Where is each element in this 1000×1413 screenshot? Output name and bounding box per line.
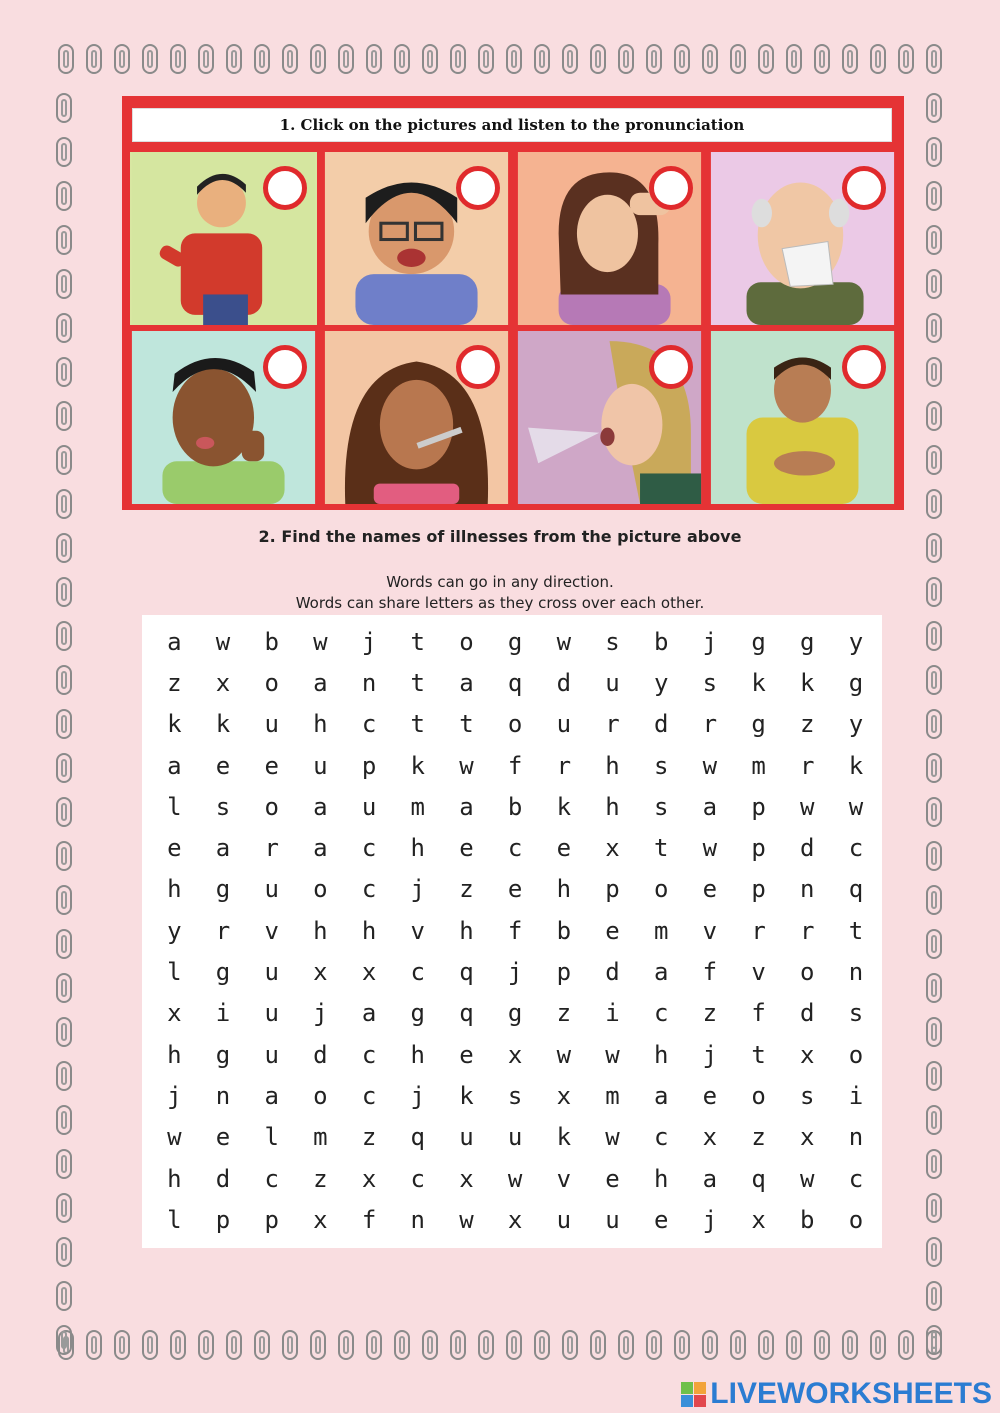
letter-cell[interactable]: c <box>410 958 425 987</box>
letter-cell[interactable]: g <box>215 958 231 987</box>
letter-cell[interactable]: z <box>702 999 718 1028</box>
letter-cell[interactable]: t <box>848 916 864 945</box>
letter-cell[interactable]: c <box>653 999 669 1028</box>
letter-cell[interactable]: e <box>702 875 718 904</box>
letter-cell[interactable]: x <box>702 1123 718 1152</box>
letter-cell[interactable]: w <box>167 1123 182 1152</box>
letter-cell[interactable]: c <box>361 710 377 739</box>
letter-cell[interactable]: w <box>215 627 231 656</box>
letter-cell[interactable]: b <box>507 792 523 821</box>
letter-cell[interactable]: j <box>702 1205 718 1234</box>
letter-cell[interactable]: x <box>167 999 182 1028</box>
letter-cell[interactable]: o <box>653 875 669 904</box>
letter-cell[interactable]: c <box>361 1040 377 1069</box>
letter-cell[interactable]: x <box>361 1164 377 1193</box>
letter-cell[interactable]: p <box>361 751 377 780</box>
letter-cell[interactable]: u <box>264 999 279 1028</box>
letter-cell[interactable]: w <box>848 792 864 821</box>
letter-cell[interactable]: h <box>167 1040 182 1069</box>
letter-cell[interactable]: w <box>702 834 718 863</box>
letter-cell[interactable]: x <box>361 958 377 987</box>
audio-button[interactable] <box>456 345 500 389</box>
letter-cell[interactable]: p <box>751 792 766 821</box>
letter-cell[interactable]: u <box>361 792 377 821</box>
letter-cell[interactable]: e <box>605 1164 620 1193</box>
letter-cell[interactable]: j <box>361 627 377 656</box>
letter-cell[interactable]: b <box>556 916 572 945</box>
letter-cell[interactable]: w <box>507 1164 523 1193</box>
letter-cell[interactable]: u <box>556 710 572 739</box>
word-search-grid <box>150 621 880 1240</box>
letter-cell[interactable]: z <box>556 999 572 1028</box>
letter-cell[interactable]: q <box>459 958 474 987</box>
exercise2-heading: 2. Find the names of illnesses from the picture above <box>258 527 742 546</box>
letter-cell[interactable]: h <box>556 875 572 904</box>
letter-cell[interactable]: b <box>264 627 279 656</box>
illness-pictures-grid <box>130 152 896 504</box>
letter-cell[interactable]: o <box>848 1040 864 1069</box>
letter-cell[interactable]: e <box>605 916 620 945</box>
letter-cell[interactable]: r <box>702 710 718 739</box>
letter-cell[interactable]: c <box>361 875 377 904</box>
letter-cell[interactable]: j <box>702 1040 718 1069</box>
audio-button[interactable] <box>263 345 307 389</box>
letter-cell[interactable]: x <box>751 1205 766 1234</box>
letter-cell[interactable]: c <box>361 834 377 863</box>
letter-cell[interactable]: g <box>751 710 766 739</box>
letter-cell[interactable]: i <box>215 999 231 1028</box>
letter-cell[interactable]: e <box>556 834 572 863</box>
letter-cell[interactable]: z <box>800 710 815 739</box>
letter-cell[interactable]: x <box>800 1123 815 1152</box>
audio-button[interactable] <box>842 166 886 210</box>
letter-cell[interactable]: g <box>800 627 815 656</box>
letter-cell[interactable]: z <box>459 875 474 904</box>
audio-button[interactable] <box>842 345 886 389</box>
letter-cell[interactable]: f <box>507 916 523 945</box>
letter-cell[interactable]: p <box>215 1205 231 1234</box>
note-direction: Words can go in any direction. <box>386 573 614 591</box>
letter-cell[interactable]: q <box>751 1164 766 1193</box>
letter-cell[interactable]: w <box>800 792 815 821</box>
letter-cell[interactable]: k <box>800 668 815 697</box>
note-share-letters: Words can share letters as they cross over each other. <box>295 594 705 612</box>
letter-cell[interactable]: s <box>507 1081 523 1110</box>
letter-cell[interactable]: g <box>215 1040 231 1069</box>
picture-backache[interactable] <box>130 152 317 325</box>
letter-cell[interactable]: o <box>313 875 328 904</box>
letter-cell[interactable]: r <box>215 916 231 945</box>
letter-cell[interactable]: d <box>800 999 815 1028</box>
picture-cough[interactable] <box>516 331 703 504</box>
letter-cell[interactable]: o <box>313 1081 328 1110</box>
letter-cell[interactable]: u <box>264 710 279 739</box>
letter-cell[interactable]: g <box>507 627 523 656</box>
letter-cell[interactable]: j <box>410 875 425 904</box>
letter-cell[interactable]: w <box>702 751 718 780</box>
audio-button[interactable] <box>649 345 693 389</box>
letter-cell[interactable]: p <box>751 875 766 904</box>
letter-cell[interactable]: w <box>459 1205 474 1234</box>
letter-cell[interactable]: w <box>605 1040 620 1069</box>
letter-cell[interactable]: x <box>605 834 620 863</box>
letter-cell[interactable]: o <box>751 1081 766 1110</box>
letter-cell[interactable]: h <box>167 1164 182 1193</box>
letter-cell[interactable]: a <box>459 792 474 821</box>
letter-cell[interactable]: z <box>167 668 182 697</box>
letter-cell[interactable]: e <box>459 834 474 863</box>
letter-cell[interactable]: u <box>507 1123 523 1152</box>
letter-cell[interactable]: z <box>313 1164 328 1193</box>
letter-cell[interactable]: v <box>702 916 718 945</box>
word-search-board <box>142 615 882 1248</box>
letter-cell[interactable]: u <box>313 751 328 780</box>
letter-cell[interactable]: c <box>507 834 523 863</box>
letter-cell[interactable]: c <box>264 1164 279 1193</box>
letter-cell[interactable]: h <box>605 792 620 821</box>
letter-cell[interactable]: o <box>459 627 474 656</box>
letter-cell[interactable]: h <box>410 834 425 863</box>
letter-cell[interactable]: t <box>751 1040 766 1069</box>
letter-cell[interactable]: f <box>361 1205 377 1234</box>
letter-cell[interactable]: q <box>507 668 523 697</box>
letter-cell[interactable]: y <box>848 627 864 656</box>
left-clip-border <box>56 86 72 1362</box>
letter-cell[interactable]: d <box>800 834 815 863</box>
letter-cell[interactable]: q <box>410 1123 425 1152</box>
letter-cell[interactable]: z <box>361 1123 377 1152</box>
letter-cell[interactable]: d <box>605 958 620 987</box>
letter-cell[interactable]: o <box>848 1205 864 1234</box>
letter-cell[interactable]: h <box>361 916 377 945</box>
letter-cell[interactable]: y <box>848 710 864 739</box>
letter-cell[interactable]: k <box>215 710 231 739</box>
letter-cell[interactable]: q <box>459 999 474 1028</box>
letter-cell[interactable]: k <box>556 792 572 821</box>
letter-cell[interactable]: x <box>556 1081 572 1110</box>
letter-cell[interactable]: i <box>605 999 620 1028</box>
letter-cell[interactable]: c <box>848 1164 864 1193</box>
letter-cell[interactable]: g <box>751 627 766 656</box>
letter-cell[interactable]: r <box>605 710 620 739</box>
letter-cell[interactable]: l <box>264 1123 279 1152</box>
letter-cell[interactable]: h <box>167 875 182 904</box>
letter-cell[interactable]: j <box>507 958 523 987</box>
letter-cell[interactable]: h <box>410 1040 425 1069</box>
letter-cell[interactable]: u <box>264 875 279 904</box>
letter-cell[interactable]: m <box>313 1123 328 1152</box>
letter-cell[interactable]: f <box>702 958 718 987</box>
letter-cell[interactable]: c <box>653 1123 669 1152</box>
letter-cell[interactable]: h <box>653 1164 669 1193</box>
audio-button[interactable] <box>649 166 693 210</box>
letter-cell[interactable]: k <box>459 1081 474 1110</box>
letter-cell[interactable]: s <box>848 999 864 1028</box>
letter-cell[interactable]: n <box>800 875 815 904</box>
letter-cell[interactable]: j <box>313 999 328 1028</box>
letter-cell[interactable]: a <box>313 834 328 863</box>
letter-cell[interactable]: z <box>751 1123 766 1152</box>
letter-cell[interactable]: f <box>751 999 766 1028</box>
letter-cell[interactable]: w <box>556 1040 572 1069</box>
letter-cell[interactable]: g <box>410 999 425 1028</box>
letter-cell[interactable]: x <box>313 1205 328 1234</box>
letter-cell[interactable]: o <box>800 958 815 987</box>
letter-cell[interactable]: b <box>653 627 669 656</box>
brand-text: LIVEWORKSHEETS <box>710 1377 992 1410</box>
letter-cell[interactable]: a <box>459 668 474 697</box>
letter-cell[interactable]: t <box>410 710 425 739</box>
letter-cell[interactable]: e <box>215 751 231 780</box>
letter-cell[interactable]: u <box>264 958 279 987</box>
liveworksheets-logo <box>681 1377 992 1411</box>
letter-cell[interactable]: t <box>410 627 425 656</box>
letter-cell[interactable]: k <box>167 710 182 739</box>
letter-cell[interactable]: n <box>361 668 377 697</box>
letter-cell[interactable]: s <box>702 668 718 697</box>
picture-stomachache[interactable] <box>709 331 896 504</box>
letter-cell[interactable]: r <box>800 751 815 780</box>
letter-cell[interactable]: i <box>848 1081 864 1110</box>
letter-cell[interactable]: t <box>410 668 425 697</box>
picture-toothache[interactable] <box>130 331 317 504</box>
letter-cell[interactable]: n <box>410 1205 425 1234</box>
picture-fever[interactable] <box>323 331 510 504</box>
right-clip-border <box>926 86 942 1362</box>
letter-cell[interactable]: x <box>507 1040 523 1069</box>
exercise1-instruction: 1. Click on the pictures and listen to the pronunciation <box>132 108 892 142</box>
letter-cell[interactable]: o <box>264 668 279 697</box>
letter-cell[interactable]: k <box>556 1123 572 1152</box>
liveworksheets-mark-icon <box>681 1382 706 1407</box>
letter-cell[interactable]: e <box>264 751 279 780</box>
letter-cell[interactable]: e <box>507 875 523 904</box>
letter-cell[interactable]: u <box>605 668 620 697</box>
letter-cell[interactable]: d <box>653 710 669 739</box>
letter-cell[interactable]: w <box>556 627 572 656</box>
letter-cell[interactable]: r <box>556 751 572 780</box>
letter-cell[interactable]: h <box>653 1040 669 1069</box>
letter-cell[interactable]: u <box>459 1123 474 1152</box>
letter-cell[interactable]: c <box>848 834 864 863</box>
letter-cell[interactable]: q <box>848 875 864 904</box>
letter-cell[interactable]: h <box>605 751 620 780</box>
letter-cell[interactable]: f <box>507 751 523 780</box>
letter-cell[interactable]: e <box>653 1205 669 1234</box>
picture-sore-throat[interactable] <box>323 152 510 325</box>
letter-cell[interactable]: v <box>264 916 279 945</box>
letter-cell[interactable]: r <box>751 916 766 945</box>
letter-cell[interactable]: n <box>848 1123 864 1152</box>
letter-cell[interactable]: c <box>410 1164 425 1193</box>
letter-cell[interactable]: v <box>410 916 425 945</box>
letter-cell[interactable]: e <box>215 1123 231 1152</box>
letter-cell[interactable]: y <box>653 668 669 697</box>
letter-cell[interactable]: n <box>848 958 864 987</box>
top-clip-border <box>52 44 948 74</box>
letter-cell[interactable]: a <box>653 958 669 987</box>
letter-cell[interactable]: s <box>800 1081 815 1110</box>
letter-cell[interactable]: s <box>215 792 231 821</box>
letter-cell[interactable]: o <box>507 710 523 739</box>
bottom-clip-border <box>52 1330 948 1360</box>
audio-button[interactable] <box>456 166 500 210</box>
letter-cell[interactable]: w <box>800 1164 815 1193</box>
letter-cell[interactable]: u <box>556 1205 572 1234</box>
letter-cell[interactable]: h <box>313 710 328 739</box>
letter-cell[interactable]: h <box>459 916 474 945</box>
audio-button[interactable] <box>263 166 307 210</box>
letter-cell[interactable]: v <box>556 1164 572 1193</box>
letter-cell[interactable]: g <box>848 668 864 697</box>
letter-cell[interactable]: e <box>702 1081 718 1110</box>
letter-cell[interactable]: a <box>167 751 182 780</box>
letter-cell[interactable]: l <box>167 958 182 987</box>
letter-cell[interactable]: e <box>459 1040 474 1069</box>
letter-cell[interactable]: a <box>702 1164 718 1193</box>
letter-cell[interactable]: d <box>215 1164 231 1193</box>
letter-cell[interactable]: w <box>313 627 328 656</box>
letter-cell[interactable]: g <box>507 999 523 1028</box>
picture-cold[interactable] <box>709 152 896 325</box>
letter-cell[interactable]: s <box>605 627 620 656</box>
letter-cell[interactable]: m <box>751 751 766 780</box>
letter-cell[interactable]: e <box>167 834 182 863</box>
letter-cell[interactable]: a <box>313 792 328 821</box>
letter-cell[interactable]: a <box>653 1081 669 1110</box>
letter-cell[interactable]: t <box>459 710 474 739</box>
letter-cell[interactable]: g <box>215 875 231 904</box>
letter-cell[interactable]: a <box>702 792 718 821</box>
letter-cell[interactable]: j <box>410 1081 425 1110</box>
letter-cell[interactable]: j <box>167 1081 182 1110</box>
letter-cell[interactable]: s <box>653 751 669 780</box>
letter-cell[interactable]: n <box>215 1081 231 1110</box>
picture-headache[interactable] <box>516 152 703 325</box>
letter-cell[interactable]: k <box>751 668 766 697</box>
letter-cell[interactable]: r <box>264 834 279 863</box>
letter-cell[interactable]: k <box>848 751 864 780</box>
letter-cell[interactable]: d <box>313 1040 328 1069</box>
letter-cell[interactable]: m <box>605 1081 620 1110</box>
letter-cell[interactable]: k <box>410 751 425 780</box>
letter-cell[interactable]: p <box>605 875 620 904</box>
letter-cell[interactable]: l <box>167 1205 182 1234</box>
letter-cell[interactable]: x <box>800 1040 815 1069</box>
letter-cell[interactable]: w <box>459 751 474 780</box>
letter-cell[interactable]: x <box>459 1164 474 1193</box>
letter-cell[interactable]: b <box>800 1205 815 1234</box>
letter-cell[interactable]: c <box>361 1081 377 1110</box>
letter-cell[interactable]: s <box>653 792 669 821</box>
letter-cell[interactable]: x <box>507 1205 523 1234</box>
letter-cell[interactable]: h <box>313 916 328 945</box>
letter-cell[interactable]: o <box>264 792 279 821</box>
letter-cell[interactable]: l <box>167 792 182 821</box>
letter-cell[interactable]: p <box>556 958 572 987</box>
letter-cell[interactable]: x <box>215 668 231 697</box>
letter-cell[interactable]: v <box>751 958 766 987</box>
letter-cell[interactable]: w <box>605 1123 620 1152</box>
letter-cell[interactable]: a <box>361 999 377 1028</box>
letter-cell[interactable]: m <box>653 916 669 945</box>
letter-cell[interactable]: a <box>264 1081 279 1110</box>
exercise1-panel <box>122 96 904 510</box>
letter-cell[interactable]: a <box>167 627 182 656</box>
letter-cell[interactable]: p <box>264 1205 279 1234</box>
letter-cell[interactable]: m <box>410 792 425 821</box>
letter-cell[interactable]: d <box>556 668 572 697</box>
letter-cell[interactable]: r <box>800 916 815 945</box>
letter-cell[interactable]: p <box>751 834 766 863</box>
letter-cell[interactable]: y <box>167 916 182 945</box>
letter-cell[interactable]: a <box>313 668 328 697</box>
letter-cell[interactable]: a <box>215 834 231 863</box>
letter-cell[interactable]: j <box>702 627 718 656</box>
letter-cell[interactable]: t <box>653 834 669 863</box>
letter-cell[interactable]: u <box>264 1040 279 1069</box>
letter-cell[interactable]: u <box>605 1205 620 1234</box>
letter-cell[interactable]: x <box>313 958 328 987</box>
